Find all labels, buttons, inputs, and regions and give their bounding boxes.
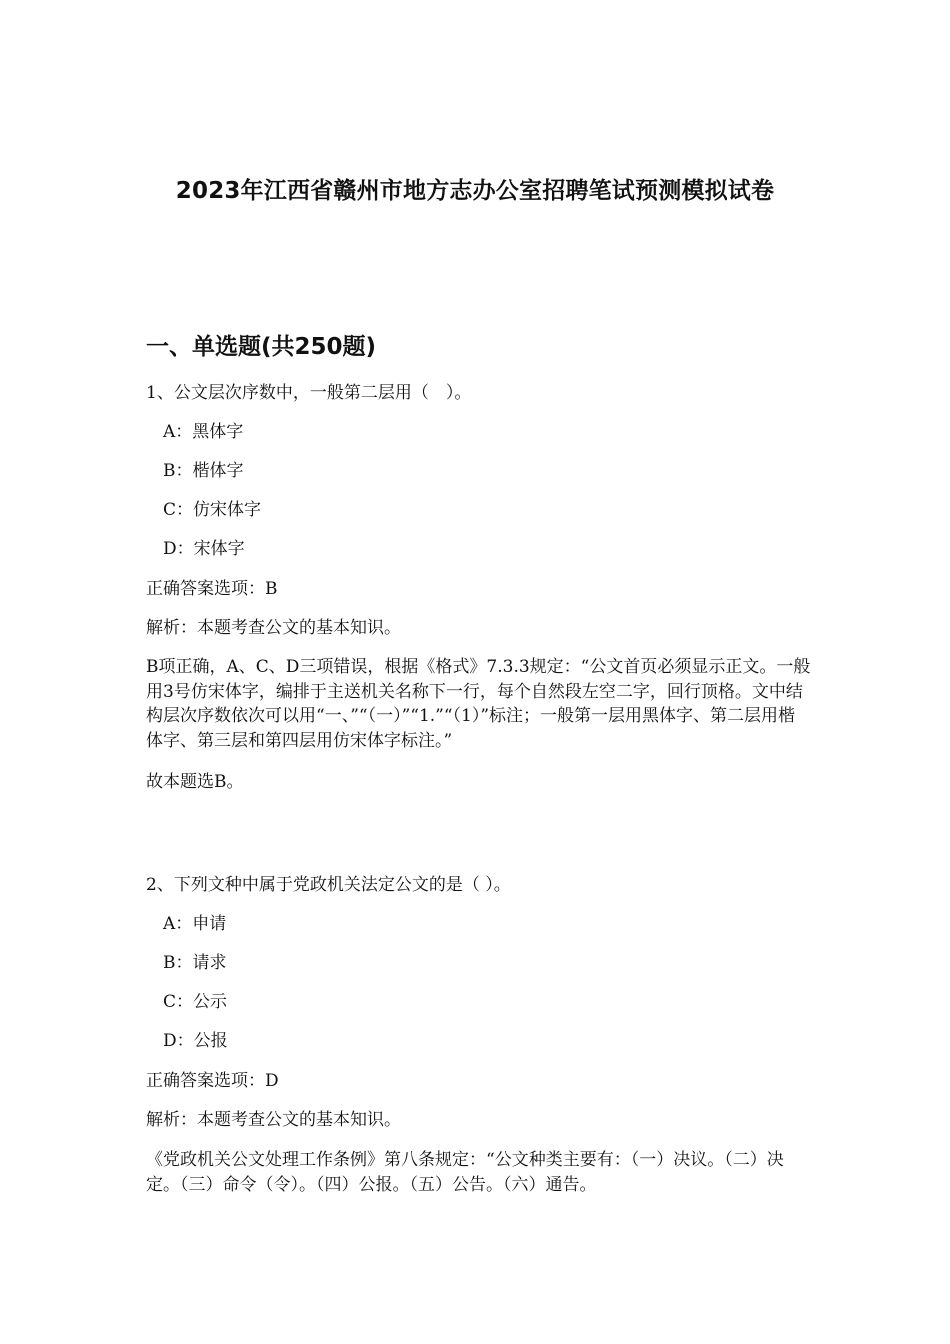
question-1-option-d: D：宋体字 — [163, 539, 245, 559]
question-1-analysis: 解析：本题考查公文的基本知识。 — [146, 618, 401, 638]
question-2-stem: 2、下列文种中属于党政机关法定公文的是（ ）。 — [146, 875, 511, 895]
question-1-detail: B项正确，A、C、D三项错误，根据《格式》7.3.3规定：“公文首页必须显示正文。一般用3号仿宋体字，编排于主送机关名称下一行，每个自然段左空二字，回行顶格。文中结构层次序数依次可以用“一、”“（一）”“1.”“（1）”标注；一般第一层用黑体字、第二层用楷体字、第三层和第四层用仿宋体字标注。” — [146, 657, 811, 751]
question-2-detail: 《党政机关公文处理工作条例》第八条规定：“公文种类主要有：（一）决议。（二）决定。（三）命令（令）。（四）公报。（五）公告。（六）通告。 — [146, 1150, 784, 1195]
question-1-option-c: C：仿宋体字 — [163, 500, 262, 520]
question-2-analysis: 解析：本题考查公文的基本知识。 — [146, 1110, 401, 1130]
question-2-option-d: D：公报 — [163, 1031, 228, 1051]
document-title: 2023年江西省赣州市地方志办公室招聘笔试预测模拟试卷 — [175, 178, 775, 204]
section-heading: 一、单选题(共250题) — [146, 334, 377, 360]
question-1-option-a: A：黑体字 — [163, 422, 244, 442]
question-1-conclusion: 故本题选B。 — [146, 772, 244, 792]
question-1-answer: 正确答案选项：B — [146, 579, 278, 599]
question-2-option-a: A：申请 — [163, 914, 227, 934]
question-1-option-b: B：楷体字 — [163, 461, 244, 481]
question-2-option-b: B：请求 — [163, 953, 227, 973]
question-2-option-c: C：公示 — [163, 992, 228, 1012]
question-2-answer: 正确答案选项：D — [146, 1071, 279, 1091]
question-1-stem: 1、公文层次序数中，一般第二层用（ ）。 — [146, 383, 472, 403]
